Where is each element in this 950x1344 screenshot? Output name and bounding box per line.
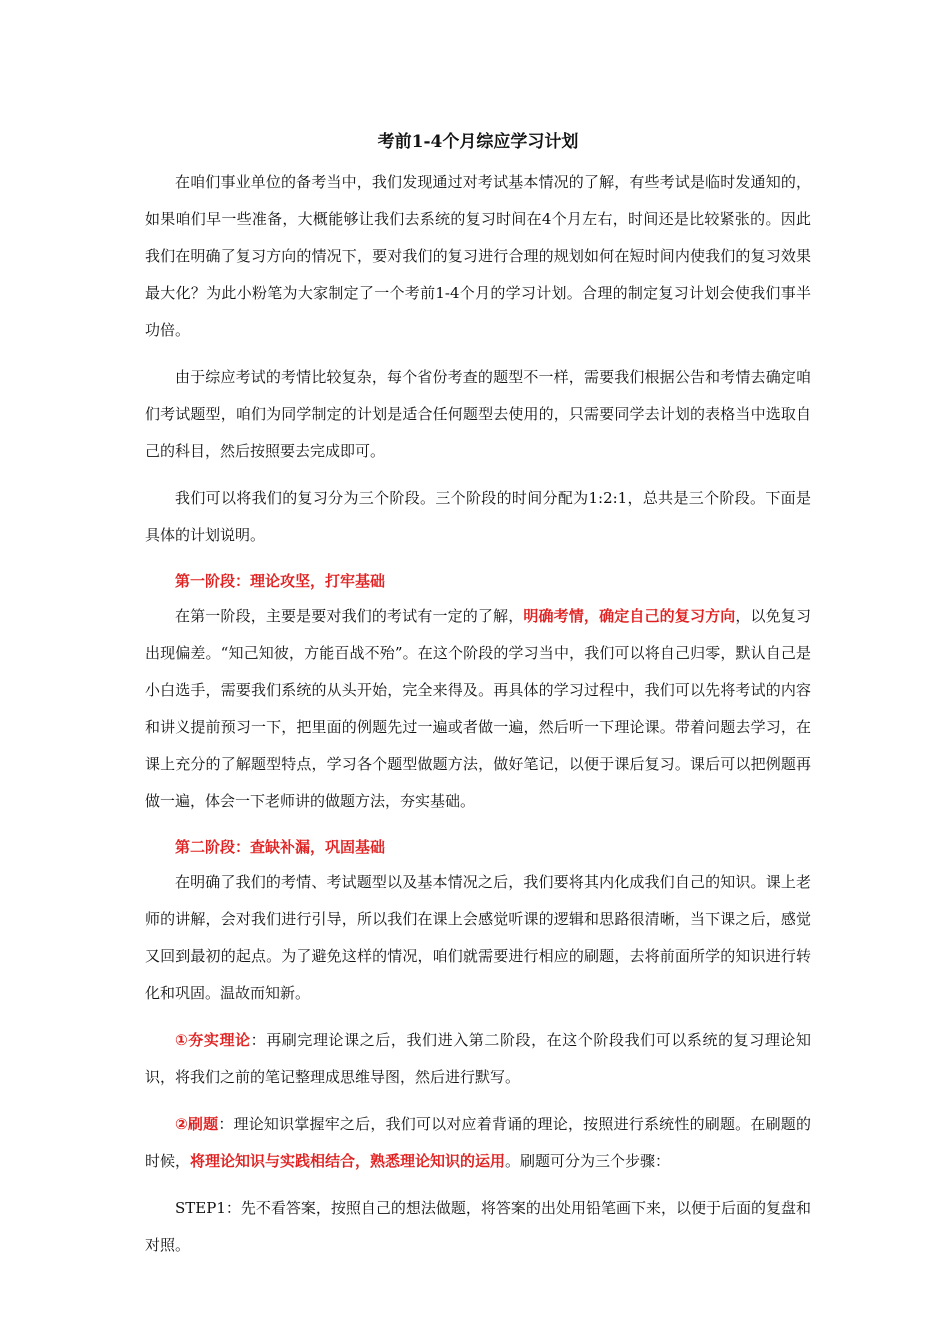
item2-text-b: 。刷题可分为三个步骤： [505, 1152, 671, 1170]
stage1-paragraph [145, 598, 811, 820]
intro-paragraph-1: 在咱们事业单位的备考当中，我们发现通过对考试基本情况的了解，有些考试是临时发通知的，如果咱们早一些准备，大概能够让我们去系统的复习时间在4个月左右，时间还是比较紧张的。因此我们在明确了复习方向的情况下，要对我们的复习进行合理的规划如何在短时间内使我们的复习效果最大化？为此小粉笔为大家制定了一个考前1-4个月的学习计划。合理的制定复习计划会使我们事半功倍。 [145, 173, 811, 339]
item1-paragraph [145, 1022, 811, 1096]
step1-paragraph: STEP1：先不看答案，按照自己的想法做题，将答案的出处用铅笔画下来，以便于后面的复盘和对照。 [145, 1199, 811, 1254]
intro-paragraph-2: 由于综应考试的考情比较复杂，每个省份考查的题型不一样，需要我们根据公告和考情去确定咱们考试题型，咱们为同学制定的计划是适合任何题型去使用的，只需要同学去计划的表格当中选取自己的科目，然后按照要去完成即可。 [145, 368, 811, 460]
item2-paragraph [145, 1106, 811, 1180]
stage1-highlight: 明确考情，确定自己的复习方向 [523, 607, 736, 625]
item1-text: ：再刷完理论课之后，我们进入第二阶段，在这个阶段我们可以系统的复习理论知识，将我们之前的笔记整理成思维导图，然后进行默写。 [145, 1031, 811, 1086]
item2-label: ②刷题 [175, 1115, 219, 1133]
stage1-heading: 第一阶段：理论攻坚，打牢基础 [175, 572, 386, 590]
stage1-text-a: 在第一阶段，主要是要对我们的考试有一定的了解， [175, 607, 524, 625]
item1-label: ①夯实理论 [175, 1031, 251, 1049]
item2-text-a: ：理论知识掌握牢之后，我们可以对应着背诵的理论，按照进行系统性的刷题。在刷题的时候， [145, 1115, 811, 1170]
item2-highlight: 将理论知识与实践相结合，熟悉理论知识的运用 [190, 1152, 506, 1170]
stage1-text-b: ，以免复习出现偏差。“知己知彼，方能百战不殆”。在这个阶段的学习当中，我们可以将自己归零，默认自己是小白选手，需要我们系统的从头开始，完全来得及。再具体的学习过程中，我们可以先将考试的内容和讲义提前预习一下，把里面的例题先过一遍或者做一遍，然后听一下理论课。带着问题去学习，在课上充分的了解题型特点，学习各个题型做题方法，做好笔记，以便于课后复习。课后可以把例题再做一遍，体会一下老师讲的做题方法，夯实基础。 [145, 607, 811, 810]
document-body [145, 129, 811, 1274]
intro-paragraph-3: 我们可以将我们的复习分为三个阶段。三个阶段的时间分配为1:2:1，总共是三个阶段。下面是具体的计划说明。 [145, 489, 811, 544]
document-title: 考前1-4个月综应学习计划 [377, 132, 579, 152]
stage2-paragraph: 在明确了我们的考情、考试题型以及基本情况之后，我们要将其内化成我们自己的知识。课上老师的讲解，会对我们进行引导，所以我们在课上会感觉听课的逻辑和思路很清晰，当下课之后，感觉又回到最初的起点。为了避免这样的情况，咱们就需要进行相应的刷题，去将前面所学的知识进行转化和巩固。温故而知新。 [145, 873, 811, 1002]
stage2-heading: 第二阶段：查缺补漏，巩固基础 [175, 838, 386, 856]
